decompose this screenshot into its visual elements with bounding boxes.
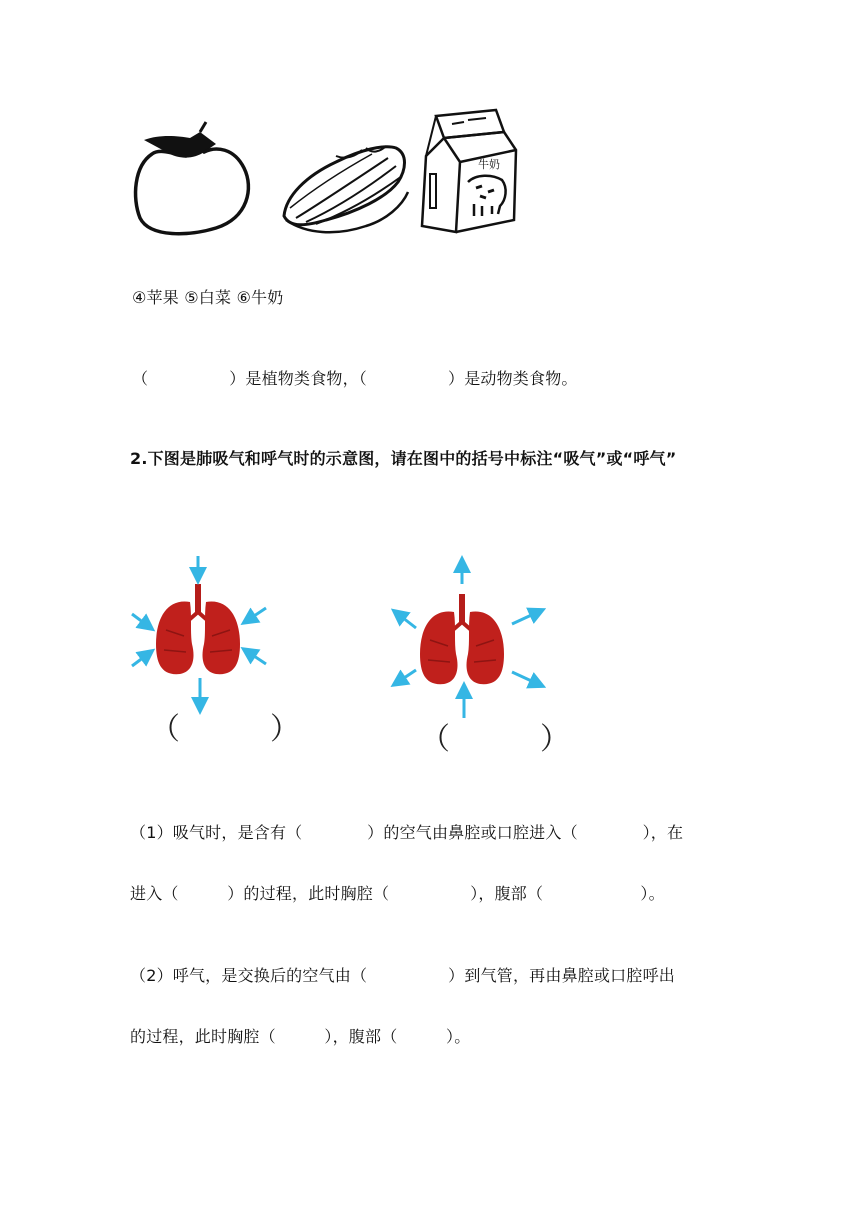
exhale-lungs — [420, 594, 504, 684]
part-2-line-2: 的过程，此时胸腔（ ），腹部（ ）。 — [130, 1027, 471, 1046]
apple-illustration — [130, 118, 260, 248]
cabbage-illustration — [276, 136, 416, 246]
milk-carton-illustration — [416, 108, 526, 238]
inhale-answer-bracket[interactable]: （ ） — [150, 712, 300, 747]
exhale-answer-bracket[interactable]: （ ） — [420, 722, 570, 757]
inhale-lungs — [156, 584, 240, 674]
milk-carton-label: 牛奶 — [478, 158, 500, 171]
part-1-line-1: （1）吸气时，是含有（ ）的空气由鼻腔或口腔进入（ ），在 — [130, 823, 684, 842]
part-2-line-1: （2）呼气，是交换后的空气由（ ）到气管，再由鼻腔或口腔呼出 — [130, 966, 675, 985]
food-fill-in-line: （ ）是植物类食物，（ ）是动物类食物。 — [132, 369, 578, 388]
part-1-line-2: 进入（ ）的过程，此时胸腔（ ），腹部（ ）。 — [130, 884, 665, 903]
inhale-arrows — [132, 556, 266, 706]
question-2-title: 2.下图是肺吸气和呼气时的示意图，请在图中的括号中标注“吸气”或“呼气” — [130, 449, 677, 468]
food-caption: ④苹果 ⑤白菜 ⑥牛奶 — [132, 288, 284, 307]
exhale-arrows — [398, 564, 538, 718]
